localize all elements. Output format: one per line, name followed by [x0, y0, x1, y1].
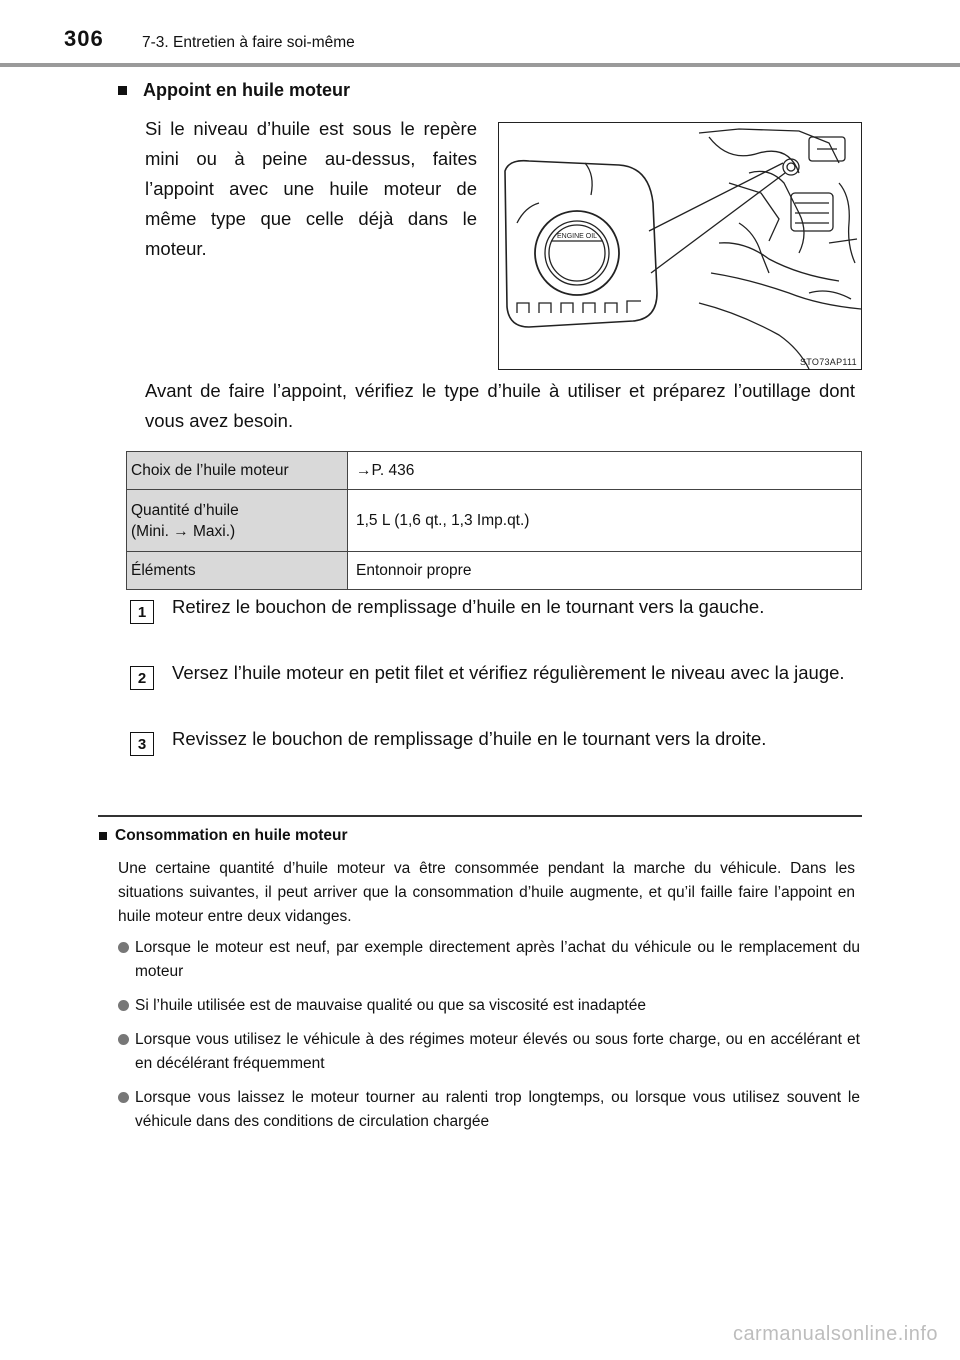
table-label-cell: Éléments [127, 552, 348, 590]
note-rule [98, 815, 862, 817]
round-bullet-icon [118, 1034, 129, 1045]
section-heading-text: Appoint en huile moteur [143, 80, 350, 100]
header-rule [0, 63, 960, 67]
preparation-paragraph: Avant de faire l’appoint, vérifiez le type d’huile à utiliser et préparez l’outillage dont vous avez besoin. [145, 380, 855, 431]
step-text: Versez l’huile moteur en petit filet et vérifiez régulièrement le niveau avec la jauge. [172, 662, 845, 683]
table-value-cell: →P. 436 [348, 452, 862, 490]
note-heading-text: Consommation en huile moteur [115, 827, 348, 844]
table-row [127, 452, 862, 490]
round-bullet-icon [118, 1000, 129, 1011]
table-value-cell: Entonnoir propre [348, 552, 862, 590]
page-number: 306 [64, 26, 104, 51]
step-3 [130, 728, 855, 762]
list-item: Lorsque vous laissez le moteur tourner au ralenti trop longtemps, ou lorsque vous utilisez souvent le véhicule dans des conditions de circulation chargée [118, 1086, 860, 1134]
note-paragraph: Une certaine quantité d’huile moteur va être consommée pendant la marche du véhicule. Dans les situations suivantes, il peut arriver que la consommation d’huile augmente, et qu’il faille faire l’appoint en huile moteur entre deux vidanges. [118, 860, 855, 925]
engine-oil-cap-illustration [498, 122, 862, 370]
note-heading [99, 827, 348, 845]
intro-paragraph: Si le niveau d’huile est sous le repère mini ou à peine au-dessus, faites l’appoint avec une huile moteur de même type que celle déjà dans le moteur. [145, 118, 477, 259]
step-number-badge: 1 [130, 600, 154, 624]
step-text: Revissez le bouchon de remplissage d’huile en le tournant vers la droite. [172, 728, 767, 749]
list-item: Lorsque le moteur est neuf, par exemple directement après l’achat du véhicule ou le remplacement du moteur [118, 936, 860, 984]
round-bullet-icon [118, 1092, 129, 1103]
square-bullet-icon [118, 86, 127, 95]
watermark: carmanualsonline.info [732, 1323, 938, 1345]
table-label-cell: Choix de l’huile moteur [127, 452, 348, 490]
cap-label: ENGINE OIL [557, 233, 598, 240]
table-label-cell: Quantité d’huile (Mini. → Maxi.) [127, 490, 348, 552]
section-title: 7-3. Entretien à faire soi-même [142, 34, 355, 51]
figure-code: STO73AP111 [799, 357, 857, 367]
table-value-cell: 1,5 L (1,6 qt., 1,3 Imp.qt.) [348, 490, 862, 552]
table-row [127, 552, 862, 590]
oil-spec-table [126, 451, 862, 590]
step-2 [130, 662, 855, 696]
step-text: Retirez le bouchon de remplissage d’huile en le tournant vers la gauche. [172, 596, 765, 617]
note-bullet-list [118, 936, 860, 1144]
list-item: Lorsque vous utilisez le véhicule à des régimes moteur élevés ou sous forte charge, ou en accélérant et en décélérant fréquemment [118, 1028, 860, 1076]
square-bullet-icon [99, 832, 107, 840]
step-number-badge: 2 [130, 666, 154, 690]
list-item: Si l’huile utilisée est de mauvaise qualité ou que sa viscosité est inadaptée [118, 994, 860, 1018]
round-bullet-icon [118, 942, 129, 953]
section-heading [118, 80, 350, 101]
step-1 [130, 596, 855, 630]
table-row [127, 490, 862, 552]
engine-bay-drawing [499, 123, 862, 370]
step-number-badge: 3 [130, 732, 154, 756]
